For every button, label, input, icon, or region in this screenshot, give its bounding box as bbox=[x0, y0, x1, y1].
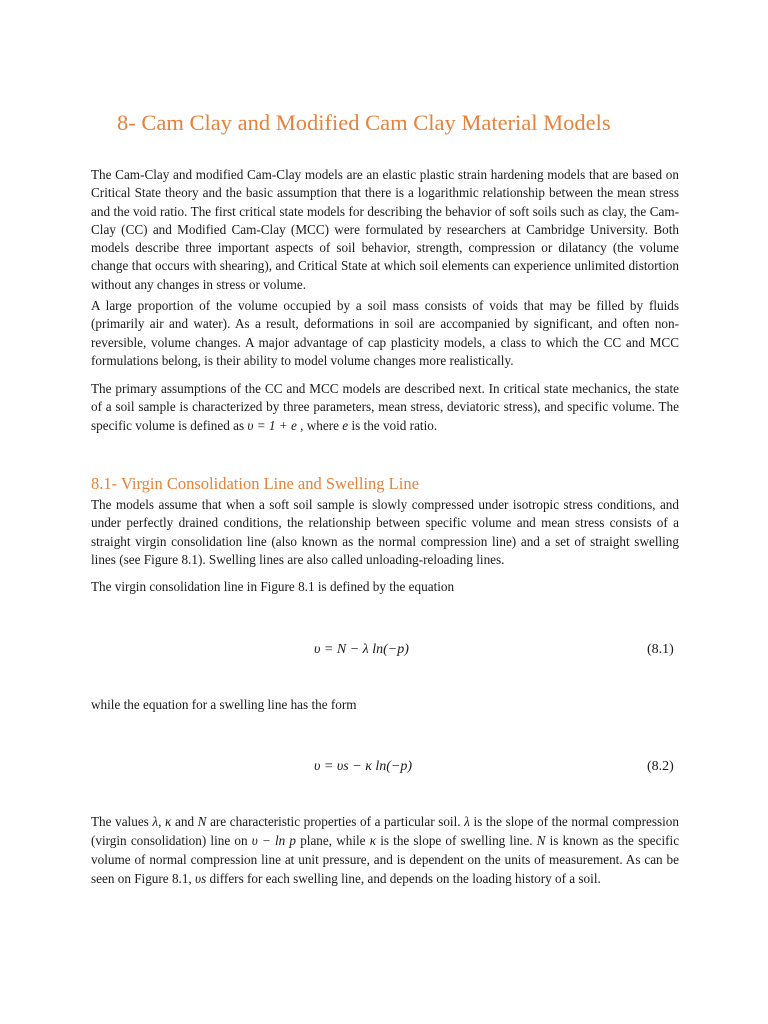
kappa-symbol-2: κ bbox=[369, 833, 377, 848]
chapter-title: 8- Cam Clay and Modified Cam Clay Material Models bbox=[117, 110, 611, 135]
values-text-b: and bbox=[175, 814, 195, 829]
equation-8-2-number: (8.2) bbox=[647, 759, 674, 774]
paragraph-intro: The Cam-Clay and modified Cam-Clay models are an elastic plastic strain hardening models that are based on Critical State theory and the basic assumption that there is a logarithmic relationship between the mean stress and the void ratio. The first critical state models for describing the behavior of soft soils such as clay, the Cam-Clay (CC) and Modified Cam-Clay (MCC) were formulated by researchers at Cambridge University. Both models describe three important aspects of soil behavior, strength, compression or dilatancy (the volume change that occurs with shearing), and Critical State at which soil elements can experience unlimited distortion without any changes in stress or volume. bbox=[91, 167, 679, 292]
equation-8-1-expression: υ = N − λ ln(−p) bbox=[314, 642, 409, 657]
specific-volume-equation: υ = 1 + e bbox=[247, 417, 297, 433]
values-text-c: are characteristic properties of a particular soil. bbox=[210, 814, 461, 829]
equation-8-2-expression: υ = υs − κ ln(−p) bbox=[314, 759, 413, 774]
lambda-symbol-2: λ bbox=[464, 814, 470, 829]
void-ratio-symbol: e bbox=[342, 417, 349, 433]
values-comma: , bbox=[158, 814, 162, 829]
vs-symbol: υs bbox=[195, 871, 207, 886]
n-symbol-2: N bbox=[536, 833, 546, 848]
paragraph-swelling-intro: while the equation for a swelling line has the form bbox=[91, 697, 357, 712]
paragraph-models-assume: The models assume that when a soft soil sample is slowly compressed under isotropic stress conditions, and under perfectly drained conditions, the relationship between specific volume and mean stress consists of a straight virgin consolidation line (also known as the normal compression line) and a set of straight swelling lines (see Figure 8.1). Swelling lines are also called unloading-reloading lines. bbox=[91, 497, 679, 567]
paragraph-assumptions bbox=[91, 380, 679, 435]
values-text-a: The values bbox=[91, 814, 149, 829]
kappa-symbol: κ bbox=[165, 814, 172, 829]
v-ln-p-plane: υ − ln p bbox=[251, 833, 297, 848]
assumptions-text: The primary assumptions of the CC and MCC models are described next. In critical state mechanics, the state of a soil sample is characterized by three parameters, mean stress, deviatoric stress), and specific volume. The specific volume is defined as bbox=[91, 381, 679, 433]
assumptions-where: , where bbox=[300, 417, 339, 433]
values-text-e: plane, while bbox=[300, 833, 366, 848]
paragraph-vcl-intro: The virgin consolidation line in Figure 8.1 is defined by the equation bbox=[91, 579, 455, 594]
values-text-f: is the slope of swelling line. bbox=[380, 833, 533, 848]
values-text-h: differs for each swelling line, and depends on the loading history of a soil. bbox=[209, 871, 601, 886]
lambda-symbol: λ bbox=[152, 814, 159, 829]
equation-8-1-number: (8.1) bbox=[647, 642, 674, 657]
paragraph-volume: A large proportion of the volume occupied by a soil mass consists of voids that may be filled by fluids (primarily air and water). As a result, deformations in soil are accompanied by significant, and often non-reversible, volume changes. A major advantage of cap plasticity models, a class to which the CC and MCC formulations belong, is their ability to model volume changes more realistically. bbox=[91, 298, 679, 368]
paragraph-values bbox=[91, 812, 679, 888]
n-symbol: N bbox=[197, 814, 207, 829]
section-heading: 8.1- Virgin Consolidation Line and Swelling Line bbox=[91, 474, 419, 493]
values-text-g: is known as the specific volume of normal compression line at unit pressure, and is dependent on the units of measurement. As can be seen on Figure 8.1, bbox=[91, 833, 680, 886]
values-text-d: is the slope of the normal compression (virgin consolidation) line on bbox=[91, 814, 679, 848]
assumptions-end: is the void ratio. bbox=[351, 417, 438, 433]
